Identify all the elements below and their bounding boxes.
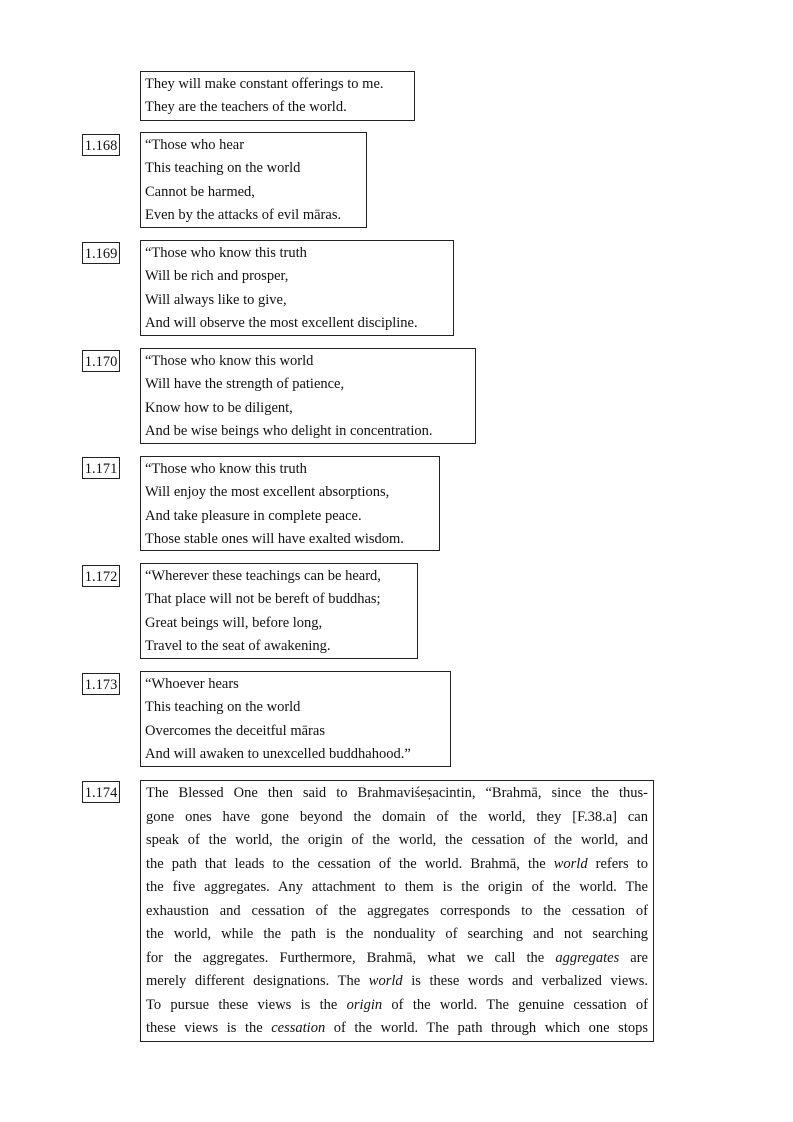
prose-text: of the world. The path through which one stops bbox=[325, 1020, 648, 1036]
prose-line bbox=[146, 900, 648, 924]
prose-text: gone ones have gone beyond the domain of the world, they [F.38.a] can bbox=[146, 808, 648, 825]
prose-text: these views is the bbox=[146, 1020, 272, 1036]
verse-block bbox=[140, 240, 454, 336]
prose-line bbox=[146, 853, 648, 877]
prose-line bbox=[146, 970, 648, 994]
verse-line: Even by the attacks of evil māras. bbox=[145, 206, 342, 223]
emphasized-term: world bbox=[368, 973, 403, 989]
prose-text: The Blessed One then said to Brahmaviśeṣacintin, “Brahmā, since the thus- bbox=[146, 785, 648, 801]
verse-number: 1.169 bbox=[82, 242, 120, 264]
prose-paragraph bbox=[140, 780, 654, 1042]
emphasized-term: cessation bbox=[271, 1020, 326, 1036]
prose-line bbox=[146, 947, 648, 971]
prose-text: are bbox=[619, 949, 648, 966]
prose-line bbox=[146, 829, 648, 853]
verse-line: And take pleasure in complete peace. bbox=[145, 507, 362, 524]
verse-line: Know how to be diligent, bbox=[145, 399, 293, 416]
prose-line bbox=[146, 1017, 648, 1041]
verse-line: That place will not be bereft of buddhas; bbox=[145, 591, 381, 608]
verse-block bbox=[140, 348, 476, 444]
prose-text: speak of the world, the origin of the world, the cessation of the world, and bbox=[146, 832, 648, 848]
verse-block bbox=[140, 456, 440, 551]
verse-line: “Those who know this truth bbox=[145, 461, 307, 477]
prose-text: the five aggregates. Any attachment to them is the origin of the world. The bbox=[146, 879, 648, 895]
prose-text: exhaustion and cessation of the aggregates corresponds to the cessation of bbox=[146, 902, 648, 919]
verse-line: And will observe the most excellent discipline. bbox=[145, 314, 418, 331]
prose-text: refers to bbox=[587, 855, 649, 872]
prose-text: is these words and verbalized views. bbox=[402, 973, 648, 989]
verse-line: Will have the strength of patience, bbox=[145, 376, 345, 393]
verse-line: And will awaken to unexcelled buddhahood.” bbox=[145, 745, 411, 762]
verse-line: “Wherever these teachings can be heard, bbox=[145, 568, 381, 584]
verse-line: Cannot be harmed, bbox=[145, 183, 255, 200]
verse-line: Will be rich and prosper, bbox=[145, 268, 289, 285]
verse-line: Travel to the seat of awakening. bbox=[145, 637, 331, 654]
emphasized-term: aggregates bbox=[555, 949, 620, 966]
verse-line: This teaching on the world bbox=[145, 699, 301, 716]
prose-text: the path that leads to the cessation of the world. Brahmā, the bbox=[146, 855, 554, 872]
verse-number: 1.170 bbox=[82, 350, 120, 372]
prose-line bbox=[146, 923, 648, 947]
verse-line: They will make constant offerings to me. bbox=[145, 76, 384, 92]
verse-line: And be wise beings who delight in concentration. bbox=[145, 422, 433, 439]
verse-line: “Those who hear bbox=[145, 137, 245, 153]
verse-line: This teaching on the world bbox=[145, 160, 301, 177]
verse-line: Those stable ones will have exalted wisdom. bbox=[145, 530, 404, 547]
prose-line bbox=[146, 782, 648, 806]
verse-number: 1.173 bbox=[82, 673, 120, 695]
prose-text: To pursue these views is the bbox=[146, 996, 347, 1013]
verse-number: 1.172 bbox=[82, 565, 120, 587]
verse-block bbox=[140, 671, 451, 767]
verse-number: 1.171 bbox=[82, 457, 120, 479]
prose-text: the world, while the path is the nonduality of searching and not searching bbox=[146, 926, 648, 942]
verse-line: “Those who know this truth bbox=[145, 245, 307, 261]
prose-line bbox=[146, 876, 648, 900]
verse-block bbox=[140, 563, 418, 659]
verse-number: 1.168 bbox=[82, 134, 120, 156]
verse-line: “Whoever hears bbox=[145, 676, 239, 692]
emphasized-term: origin bbox=[346, 996, 383, 1013]
verse-line: Overcomes the deceitful māras bbox=[145, 722, 325, 739]
verse-line: Great beings will, before long, bbox=[145, 614, 323, 631]
verse-line: They are the teachers of the world. bbox=[145, 99, 347, 116]
paragraph-number: 1.174 bbox=[82, 781, 120, 803]
verse-line: Will enjoy the most excellent absorptions, bbox=[145, 484, 390, 501]
prose-text: merely different designations. The bbox=[146, 973, 369, 989]
prose-text: for the aggregates. Furthermore, Brahmā, what we call the bbox=[146, 949, 556, 966]
prose-text: of the world. The genuine cessation of bbox=[382, 996, 648, 1013]
prose-line bbox=[146, 806, 648, 830]
prose-line bbox=[146, 994, 648, 1018]
verse-block-continuation bbox=[140, 71, 415, 121]
verse-block bbox=[140, 132, 367, 228]
emphasized-term: world bbox=[553, 855, 588, 872]
verse-line: “Those who know this world bbox=[145, 353, 314, 369]
verse-line: Will always like to give, bbox=[145, 291, 287, 308]
